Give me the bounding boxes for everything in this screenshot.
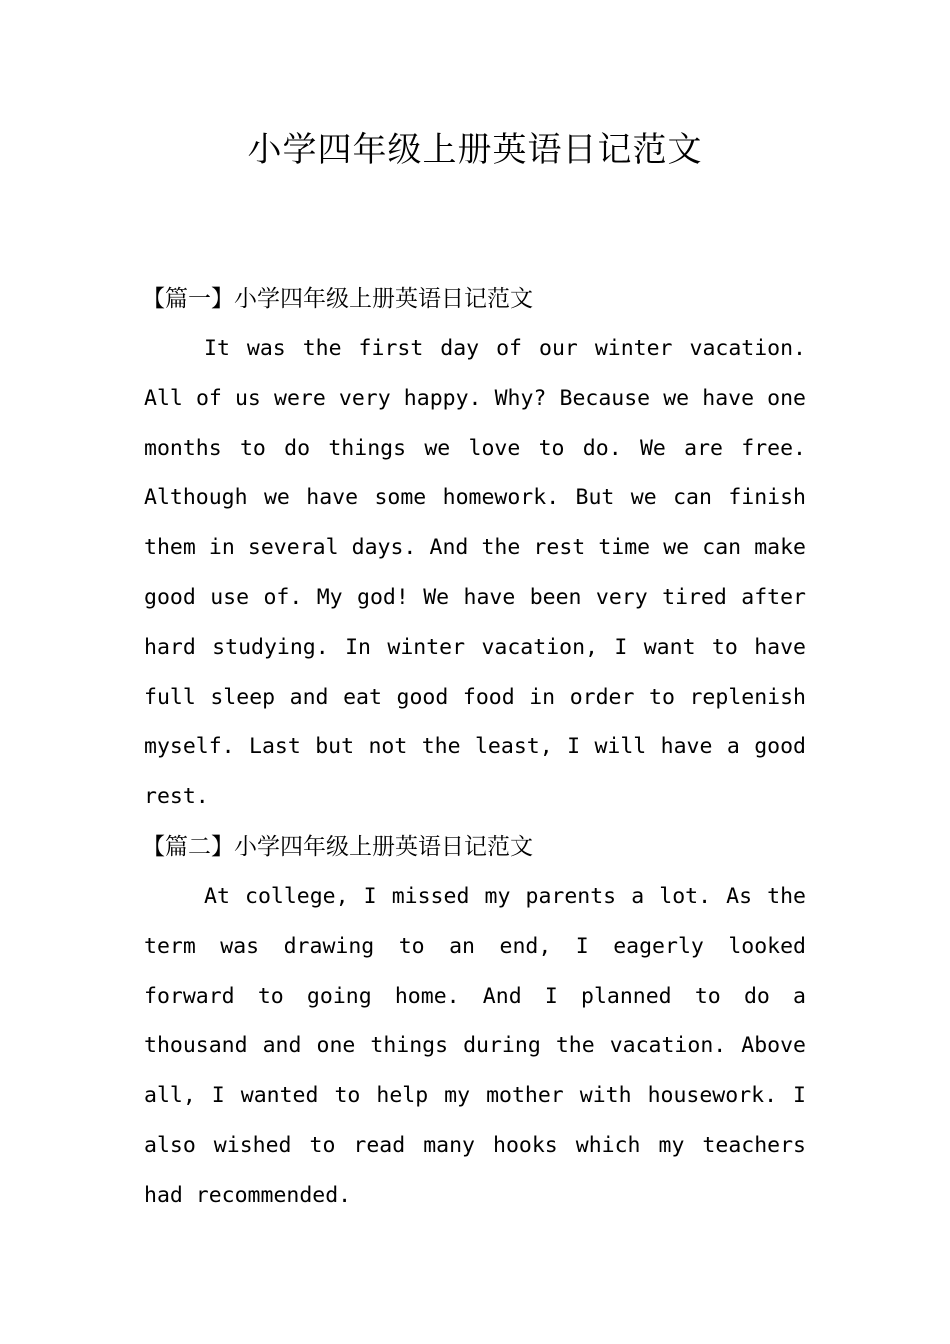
section-two-body: At college, I missed my parents a lot. As the term was drawing to an end, I eagerly looked forward to going home. And I planned to do a thousand and one things during the vacation. Above all, I wanted to help my mother with housework. I also wished to read many hooks which my teachers had recommended. [144, 884, 806, 1208]
section-one [144, 274, 806, 822]
section-one-heading: 【篇一】小学四年级上册英语日记范文 [142, 286, 533, 312]
section-one-body: It was the first day of our winter vacation. All of us were very happy. Why? Because we have one months to do things we love to do. We are free. Although we have some homework. But we can finish them in several days. And the rest time we can make good use of. My god! We have been very tired after hard studying. In winter vacation, I want to have full sleep and eat good food in order to replenish myself. Last but not the least, I will have a good rest. [144, 336, 806, 810]
section-two-heading: 【篇二】小学四年级上册英语日记范文 [142, 834, 533, 860]
section-two [144, 822, 806, 1221]
document-title: 小学四年级上册英语日记范文 [247, 130, 703, 170]
